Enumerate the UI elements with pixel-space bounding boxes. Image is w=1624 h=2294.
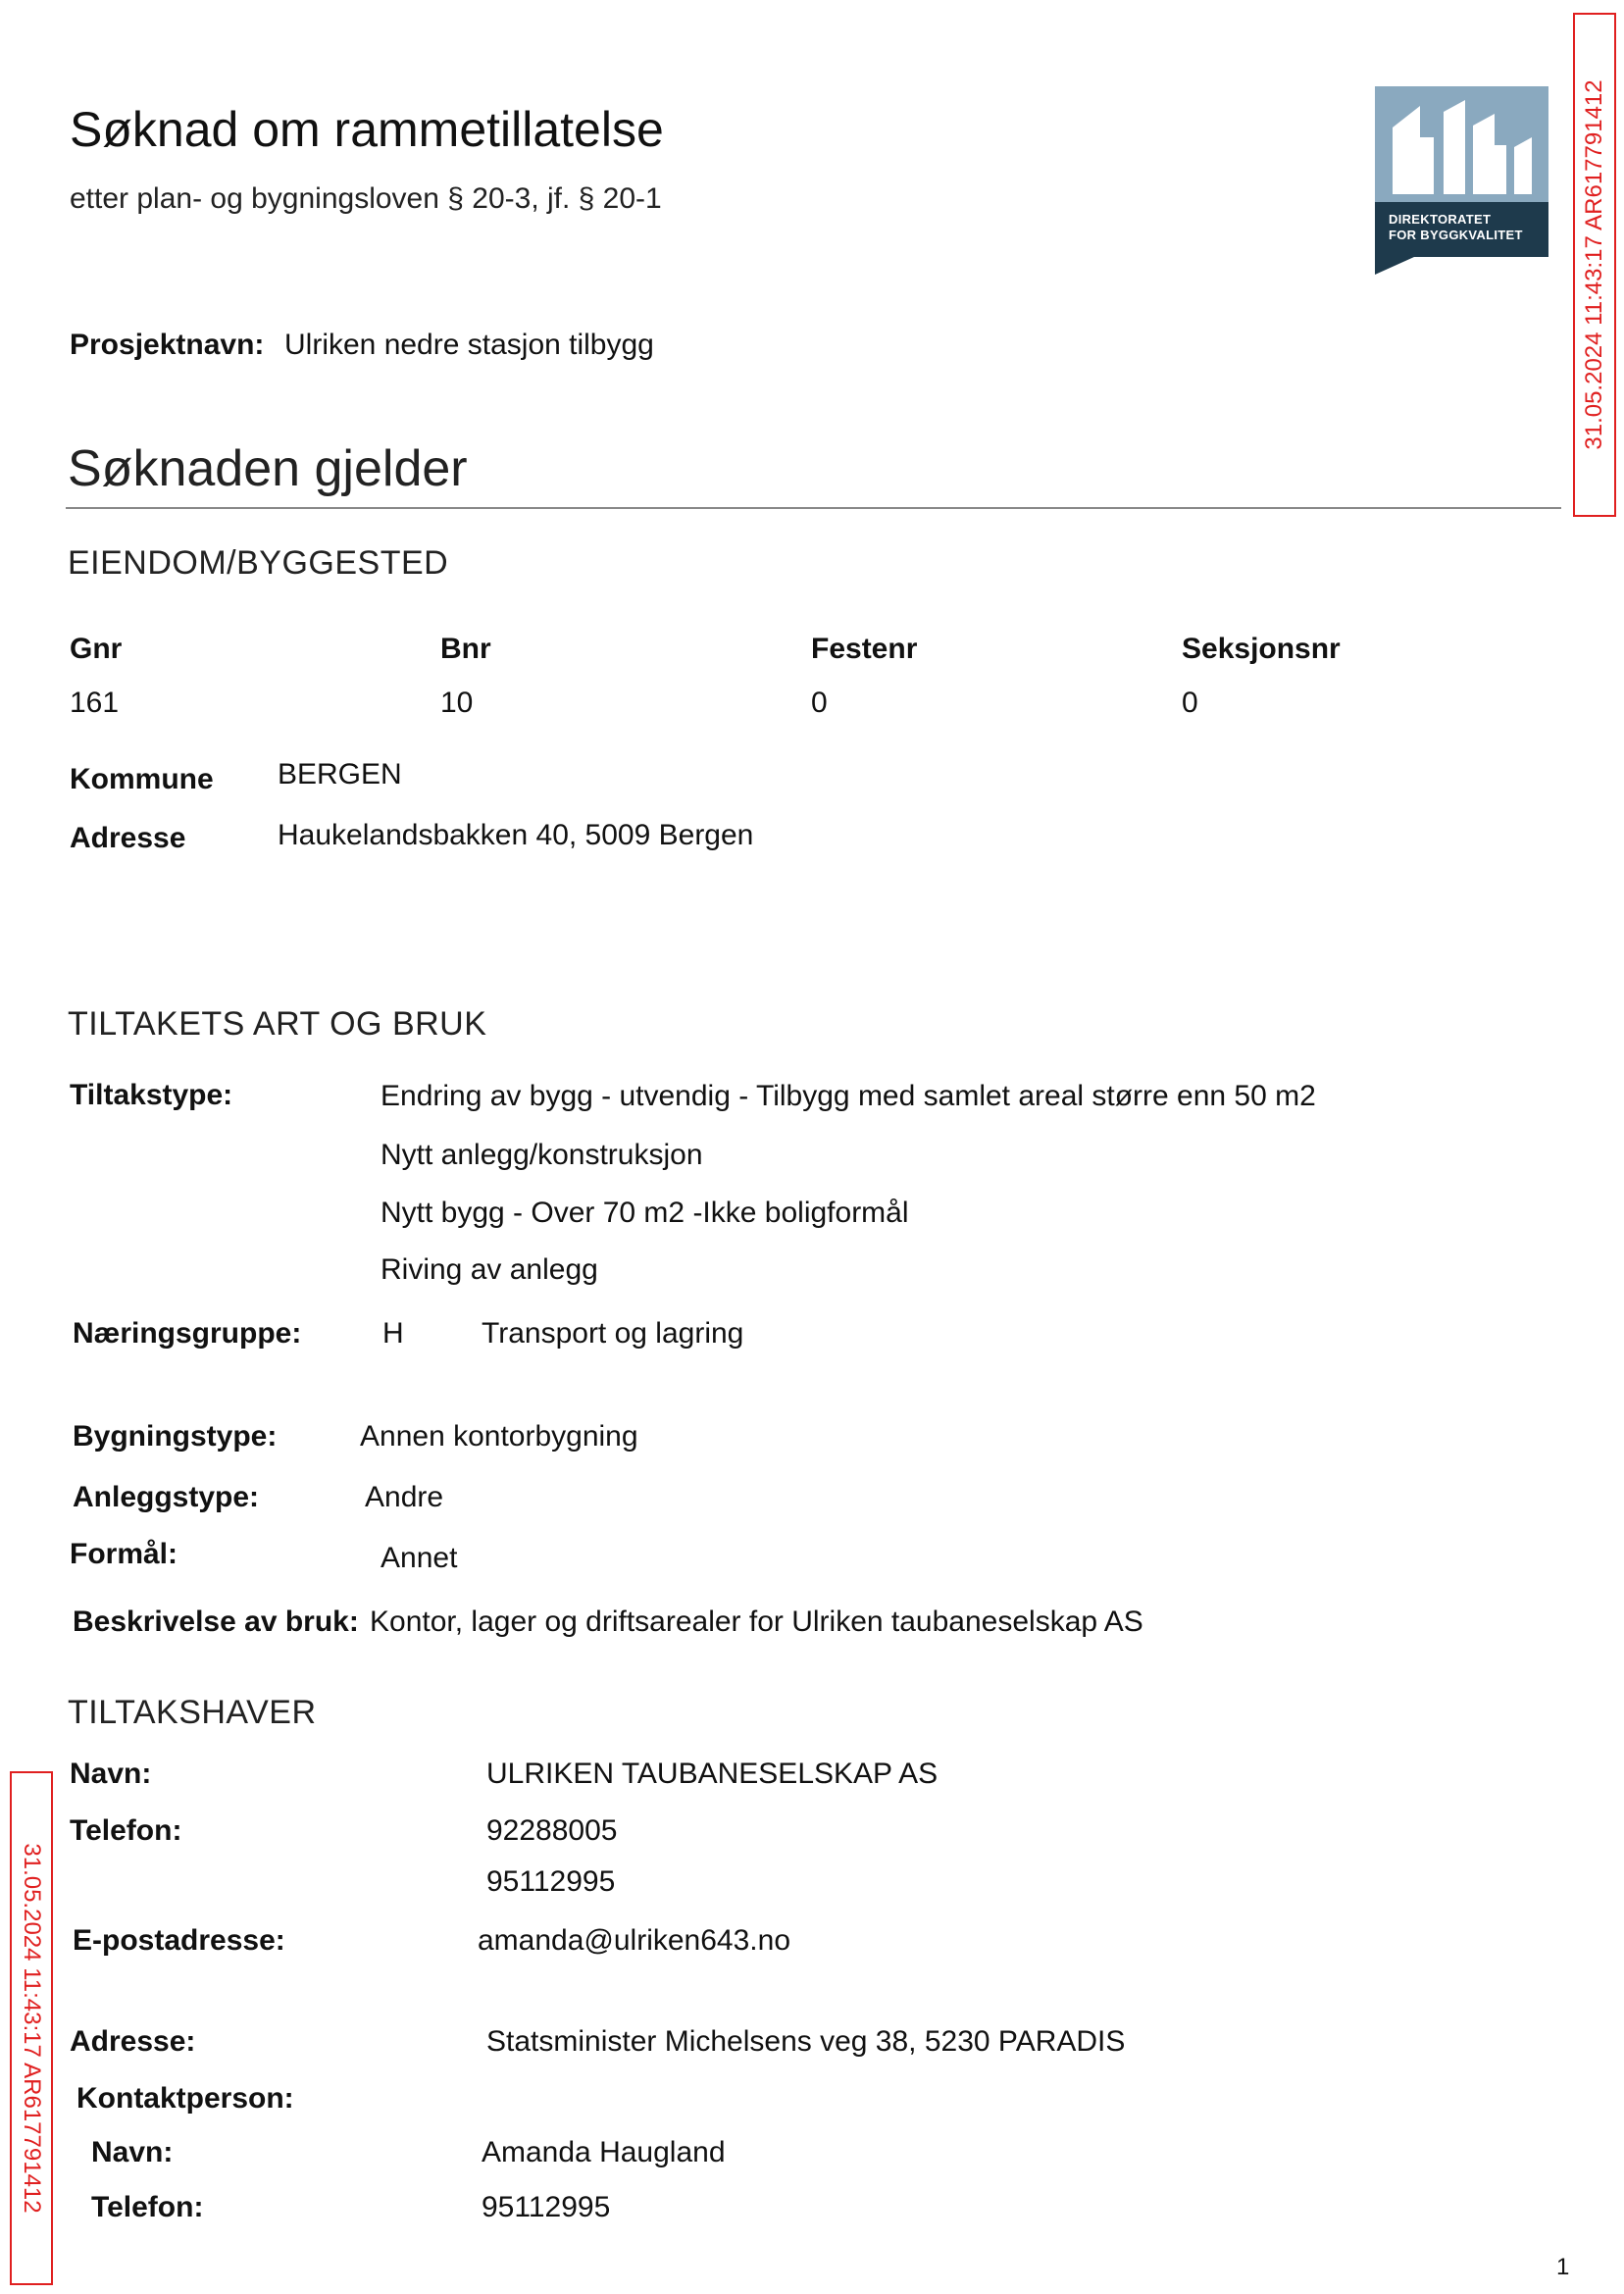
- festenr-value: 0: [811, 687, 828, 719]
- heading-divider: [66, 507, 1561, 509]
- logo-line-1: DIREKTORATET: [1389, 212, 1492, 227]
- project-name-value: Ulriken nedre stasjon tilbygg: [284, 329, 654, 361]
- kommune-label: Kommune: [70, 763, 214, 795]
- application-heading: Søknaden gjelder: [68, 440, 468, 497]
- formal-label: Formål:: [70, 1538, 178, 1570]
- gnr-label: Gnr: [70, 633, 123, 665]
- owner-phone-label: Telefon:: [70, 1814, 182, 1847]
- contact-phone-label: Telefon:: [91, 2191, 204, 2223]
- bygningstype-value: Annen kontorbygning: [360, 1420, 638, 1453]
- property-section-title: EIENDOM/BYGGESTED: [68, 544, 449, 582]
- dibk-logo: [1375, 86, 1548, 275]
- naeringsgruppe-label: Næringsgruppe:: [73, 1317, 302, 1350]
- timestamp-stamp-right: [1573, 13, 1616, 517]
- anleggstype-label: Anleggstype:: [73, 1481, 260, 1513]
- stamp-text: 31.05.2024 11:43:17 AR617791412: [1581, 79, 1607, 450]
- beskrivelse-value: Kontor, lager og driftsarealer for Ulriken taubaneselskap AS: [370, 1606, 1143, 1638]
- beskrivelse-label: Beskrivelse av bruk:: [73, 1606, 359, 1638]
- owner-address-label: Adresse:: [70, 2025, 196, 2058]
- naeringsgruppe-code: H: [382, 1317, 404, 1350]
- festenr-label: Festenr: [811, 633, 918, 665]
- naeringsgruppe-value: Transport og lagring: [482, 1317, 744, 1350]
- logo-tail: [1375, 257, 1414, 275]
- kommune-value: BERGEN: [278, 758, 402, 790]
- property-address-label: Adresse: [70, 822, 186, 854]
- bnr-label: Bnr: [440, 633, 491, 665]
- owner-name-value: ULRIKEN TAUBANESELSKAP AS: [486, 1758, 939, 1790]
- property-address-value: Haukelandsbakken 40, 5009 Bergen: [278, 819, 754, 851]
- owner-email-value: amanda@ulriken643.no: [478, 1924, 790, 1957]
- owner-phone-value: 95112995: [486, 1865, 616, 1898]
- owner-phone-value: 92288005: [486, 1814, 618, 1847]
- stamp-text: 31.05.2024 11:43:17 AR617791412: [19, 1843, 45, 2214]
- logo-graphic: [1375, 86, 1548, 202]
- bnr-value: 10: [440, 687, 474, 719]
- logo-line-2: FOR BYGGKVALITET: [1389, 228, 1523, 242]
- project-name-label: Prosjektnavn:: [70, 329, 265, 361]
- timestamp-stamp-left: [10, 1771, 53, 2285]
- gnr-value: 161: [70, 687, 120, 719]
- logo-building-icon: [1375, 86, 1548, 202]
- measure-section-title: TILTAKETS ART OG BRUK: [68, 1005, 487, 1043]
- bygningstype-label: Bygningstype:: [73, 1420, 278, 1453]
- anleggstype-value: Andre: [365, 1481, 444, 1513]
- owner-name-label: Navn:: [70, 1758, 152, 1790]
- owner-section-title: TILTAKSHAVER: [68, 1694, 317, 1731]
- formal-value: Annet: [381, 1542, 458, 1574]
- owner-address-value: Statsminister Michelsens veg 38, 5230 PARADIS: [486, 2025, 1126, 2058]
- tiltakstype-label: Tiltakstype:: [70, 1079, 233, 1111]
- logo-text: [1389, 212, 1523, 243]
- contact-phone-value: 95112995: [482, 2191, 611, 2223]
- contact-person-label: Kontaktperson:: [76, 2082, 294, 2115]
- contact-name-label: Navn:: [91, 2136, 174, 2168]
- page-number: 1: [1556, 2254, 1570, 2280]
- tiltakstype-item: Nytt bygg - Over 70 m2 -Ikke boligformål: [381, 1197, 909, 1229]
- document-subtitle: etter plan- og bygningsloven § 20-3, jf. § 20-1: [70, 182, 662, 215]
- seksjonsnr-value: 0: [1182, 687, 1198, 719]
- tiltakstype-item: Riving av anlegg: [381, 1253, 598, 1286]
- owner-email-label: E-postadresse:: [73, 1924, 285, 1957]
- contact-name-value: Amanda Haugland: [482, 2136, 726, 2168]
- seksjonsnr-label: Seksjonsnr: [1182, 633, 1341, 665]
- tiltakstype-item: Endring av bygg - utvendig - Tilbygg med samlet areal større enn 50 m2: [381, 1080, 1316, 1112]
- document-title: Søknad om rammetillatelse: [70, 102, 664, 157]
- tiltakstype-item: Nytt anlegg/konstruksjon: [381, 1139, 703, 1171]
